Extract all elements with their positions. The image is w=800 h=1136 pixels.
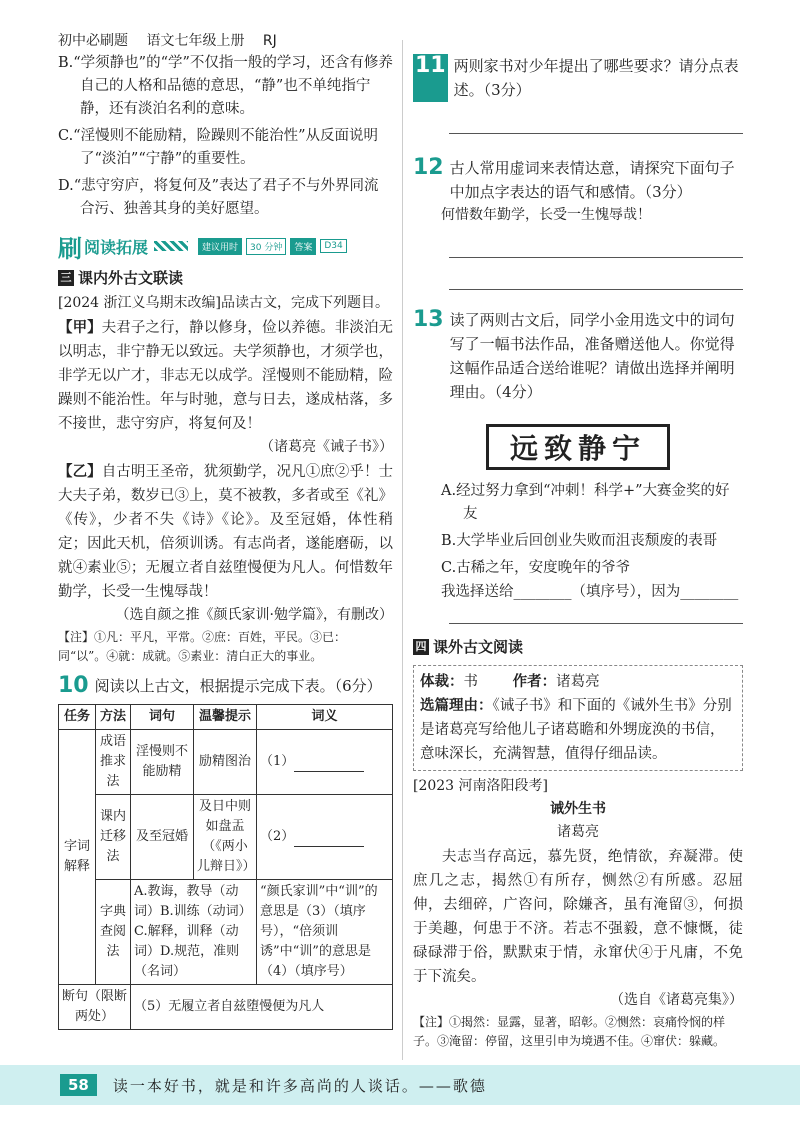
right-column xyxy=(413,52,743,1051)
series-name: 初中必刷题 xyxy=(58,33,128,49)
col-phrase: 词句 xyxy=(131,705,194,730)
edition: RJ xyxy=(262,33,277,49)
question-13 xyxy=(413,308,743,404)
left-column xyxy=(58,52,393,1030)
tip-cell: 及日中则如盘盂（《两小儿辩日》） xyxy=(194,795,257,880)
calligraphy-work: 远致静宁 xyxy=(486,424,670,470)
yi-label: 【乙】 xyxy=(58,463,102,480)
source-line: [2024 浙江义乌期末改编]品读古文，完成下列题目。 xyxy=(58,295,390,311)
table-row xyxy=(59,730,393,795)
table-row xyxy=(59,795,393,880)
answer-label: 答案 xyxy=(290,238,316,255)
column-divider xyxy=(402,40,403,1060)
phrase-cell: 及至冠婚 xyxy=(131,795,194,880)
text-yi xyxy=(58,460,393,604)
author: 诸葛亮 xyxy=(556,674,600,690)
text-jia xyxy=(58,316,393,436)
answer-page: D34 xyxy=(320,239,346,253)
phrase-cell: 淫慢则不能励精 xyxy=(131,730,194,795)
section-4-title: 课外古文阅读 xyxy=(433,638,524,656)
method-cell: 字典查阅法 xyxy=(96,880,131,985)
question-12 xyxy=(413,156,743,204)
answer-cell: （1） xyxy=(257,730,393,795)
section-4-heading xyxy=(413,636,743,657)
q13-number: 13 xyxy=(413,307,444,332)
reading-banner xyxy=(58,231,393,261)
last-task-cell: 断句（限断两处） xyxy=(59,985,131,1030)
time-value: 30 分钟 xyxy=(246,238,286,255)
table-row xyxy=(59,985,393,1030)
answer-cell: “颜氏家训”中“训”的意思是（3）（填序号），“倍须训诱”中“训”的意思是（4）（填序号） xyxy=(257,880,393,985)
answer-line[interactable] xyxy=(449,622,743,624)
answer-line[interactable] xyxy=(449,256,743,258)
answer-cell: （2） xyxy=(257,795,393,880)
subject-name: 语文七年级上册 xyxy=(146,33,245,49)
section-4-num: 四 xyxy=(413,639,429,655)
q11-text: 两则家书对少年提出了哪些要求？请分点表述。（3分） xyxy=(453,57,739,99)
q11-number: 11 xyxy=(413,54,448,102)
col-meaning: 词义 xyxy=(257,705,393,730)
blank-2[interactable] xyxy=(294,832,364,847)
answer-line[interactable] xyxy=(449,288,743,290)
q13-option-b: B.大学毕业后回创业失败而沮丧颓废的表哥 xyxy=(441,533,718,549)
q12-text: 古人常用虚词来表情达意，请探究下面句子中加点字表达的语气和感情。（3分） xyxy=(449,159,735,201)
text-title: 诫外生书 xyxy=(550,801,606,817)
method-cell: 成语推求法 xyxy=(96,730,131,795)
option-d: D.“悲守穷庐，将复何及”表达了君子不与外界同流合污、独善其身的美好愿望。 xyxy=(58,178,379,217)
q13-text: 读了两则古文后，同学小金用选文中的词句写了一幅书法作品，准备赠送他人。你觉得这幅作品适合送给谁呢？请做出选择并阐明理由。（4分） xyxy=(449,311,735,401)
section-3-num: 三 xyxy=(58,270,74,286)
jia-body: 夫君子之行，静以修身，俭以养德。非淡泊无以明志，非宁静无以致远。夫学须静也，才须学也，非学无以广才，非志无以成学。淫慢则不能励精，险躁则不能治性。年与时驰，意与日去，遂成枯落，多不接世，悲守穷庐，将复何及！ xyxy=(58,320,394,432)
genre: 书 xyxy=(463,674,478,690)
table-row xyxy=(59,880,393,985)
last-content-cell: （5）无履立者自兹堕慢便为凡人 xyxy=(131,985,393,1030)
task-table xyxy=(58,704,393,1030)
footer-quote: 读一本好书，就是和许多高尚的人谈话。——歌德 xyxy=(112,1076,487,1095)
question-10 xyxy=(58,674,393,698)
jia-label: 【甲】 xyxy=(58,319,102,336)
page-footer xyxy=(0,1065,800,1105)
notes: 【注】①凡：平凡，平常。②庶：百姓，平民。③已：同“以”。④就：成就。⑤素业：清白正大的事业。 xyxy=(58,630,347,663)
banner-sub: 阅读拓展 xyxy=(84,237,149,257)
option-b: B.“学须静也”的“学”不仅指一般的学习，还含有修养自己的人格和品德的意思，“静”也不单纯指宁静，还有淡泊名利的意味。 xyxy=(58,55,393,117)
q12-quote: 何惜数年勤学，长受一生愧辱哉！ xyxy=(441,207,651,223)
q13-option-a: A.经过努力拿到“冲刺！科学+”大赛金奖的好友 xyxy=(441,483,730,522)
q10-text: 阅读以上古文，根据提示完成下表。（6分） xyxy=(94,677,382,695)
question-11 xyxy=(413,54,743,102)
text-body: 夫志当存高远，慕先贤，绝情欲，弃凝滞。使庶几之志，揭然①有所存，恻然②有所感。忍屈伸，去细碎，广咨问，除嫌吝，虽有淹留③，何损于美趣，何患于不济。若志不强毅，意不慷慨，徒碌碌滞于俗，默默束于情，永窜伏④于凡庸，不免于下流矣。 xyxy=(413,849,743,985)
q13-fill[interactable]: 我选择送给________（填序号），因为________ xyxy=(441,584,739,600)
reason-label: 选篇理由： xyxy=(420,698,493,714)
reading-info-box xyxy=(413,665,743,771)
q13-option-c: C.古稀之年，安度晚年的爷爷 xyxy=(441,560,631,576)
yi-source: （选自颜之推《颜氏家训·勉学篇》，有删改） xyxy=(115,607,393,623)
q12-number: 12 xyxy=(413,155,444,180)
genre-author-row xyxy=(420,670,736,694)
col-tip: 温馨提示 xyxy=(194,705,257,730)
author-label: 作者： xyxy=(512,674,557,690)
notes-2: 【注】①揭然：显露，显著，昭彰。②恻然：哀痛怜悯的样子。③淹留：停留，这里引申为境遇不佳。④窜伏：躲藏。 xyxy=(413,1015,726,1048)
table-header xyxy=(59,705,393,730)
method-cell: 课内迁移法 xyxy=(96,795,131,880)
page-number: 58 xyxy=(60,1074,97,1096)
text-author: 诸葛亮 xyxy=(557,824,599,840)
text-source: （选自《诸葛亮集》） xyxy=(610,992,743,1008)
section-3-heading xyxy=(58,267,393,288)
q10-number: 10 xyxy=(58,673,89,698)
tip-cell: 励精图治 xyxy=(194,730,257,795)
col-task: 任务 xyxy=(59,705,96,730)
answer-line[interactable] xyxy=(449,132,743,134)
yi-body: 自古明王圣帝，犹须勤学，况凡①庶②乎！士大夫子弟，数岁已③上，莫不被教，多者或至《礼》《传》，少者不失《诗》《论》。及至冠婚，体性稍定；因此天机，倍须训诱。有志尚者，遂能磨砺，以就④素业⑤；无履立者自兹堕慢便为凡人。何惜数年勤学，长受一生愧辱哉！ xyxy=(58,464,394,600)
page-header xyxy=(58,30,291,50)
task-cell: 字词解释 xyxy=(59,730,96,985)
source-line-2: [2023 河南洛阳段考] xyxy=(413,778,549,794)
banner-big: 刷 xyxy=(58,234,82,263)
option-c: C.“淫慢则不能励精，险躁则不能治性”从反面说明了“淡泊”“宁静”的重要性。 xyxy=(58,128,379,167)
time-label: 建议用时 xyxy=(198,238,242,255)
banner-stripe xyxy=(154,241,188,251)
section-3-title: 课内外古文联读 xyxy=(78,269,184,287)
jia-source: （诸葛亮《诫子书》） xyxy=(260,439,393,455)
phrase-cell: A.教诲，教导（动词）B.训练（动词）C.解释，训释（动词）D.规范，准则（名词） xyxy=(131,880,257,985)
blank-1[interactable] xyxy=(294,757,364,772)
reason-text: 《诫子书》和下面的《诫外生书》分别是诸葛亮写给他儿子诸葛瞻和外甥庞涣的书信，意味深长，充满智慧，值得仔细品读。 xyxy=(420,698,732,762)
genre-label: 体裁： xyxy=(420,674,464,690)
col-method: 方法 xyxy=(96,705,131,730)
reason-row xyxy=(420,694,736,766)
